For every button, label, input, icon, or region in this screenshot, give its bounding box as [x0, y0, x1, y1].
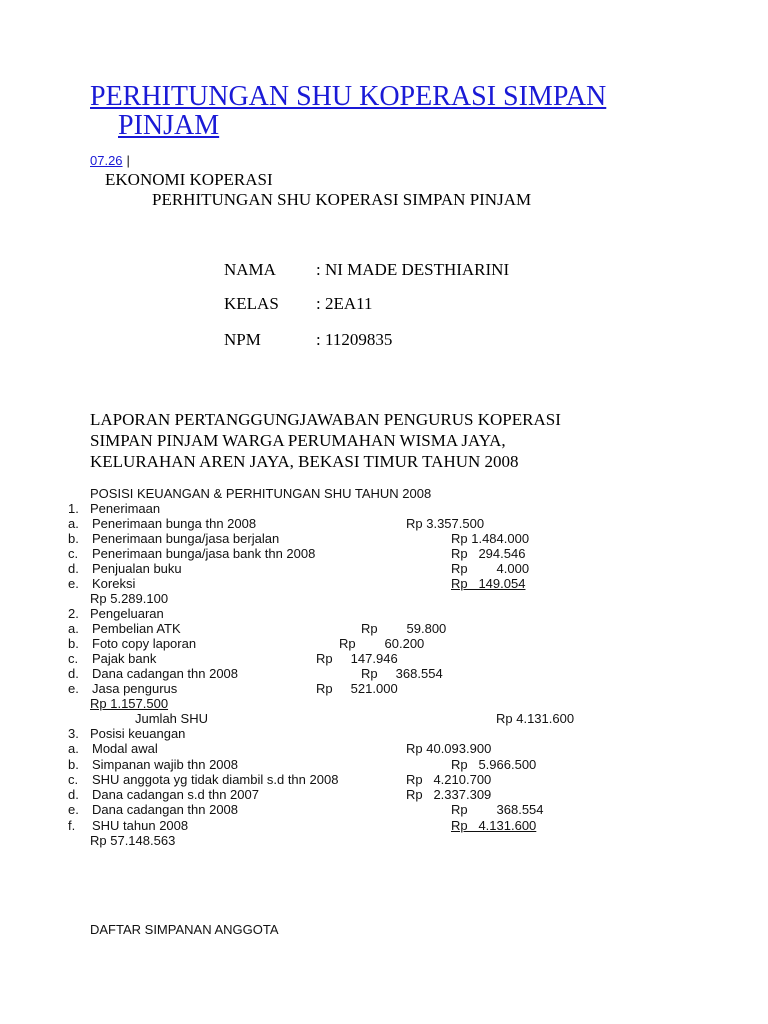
penerimaan-item-d: Penjualan buku: [92, 561, 182, 576]
page-title-cont[interactable]: [118, 109, 219, 142]
jumlah-shu-amount: Rp 4.131.600: [496, 711, 575, 726]
posisi-num: 3.: [68, 726, 79, 741]
penerimaan-letter-c: c.: [68, 546, 79, 561]
pengeluaran-amount-a: Rp 59.800: [361, 621, 447, 636]
pengeluaran-item-a: Pembelian ATK: [92, 621, 181, 636]
pengeluaran-amount-e: Rp 521.000: [316, 681, 398, 696]
pengeluaran-letter-a: a.: [68, 621, 79, 636]
subject-heading: EKONOMI KOPERASI: [105, 170, 273, 189]
post-meta-separator: |: [126, 153, 130, 168]
penerimaan-letter-e: e.: [68, 576, 79, 591]
posisi-letter-c: c.: [68, 772, 79, 787]
posisi-letter-f: f.: [68, 818, 76, 833]
section-title: POSISI KEUANGAN & PERHITUNGAN SHU TAHUN 2008: [90, 486, 432, 501]
posisi-item-a: Modal awal: [92, 741, 158, 756]
penerimaan-label: Penerimaan: [90, 501, 161, 516]
pengeluaran-amount-d: Rp 368.554: [361, 666, 443, 681]
penerimaan-item-e: Koreksi: [92, 576, 136, 591]
post-date-link[interactable]: 07.26: [90, 153, 123, 168]
posisi-total: Rp 57.148.563: [90, 833, 176, 848]
nama-value: : NI MADE DESTHIARINI: [316, 260, 510, 279]
report-heading-line-3: KELURAHAN AREN JAYA, BEKASI TIMUR TAHUN 2008: [90, 452, 519, 471]
daftar-simpanan-heading: DAFTAR SIMPANAN ANGGOTA: [90, 922, 279, 937]
pengeluaran-item-e: Jasa pengurus: [92, 681, 178, 696]
kelas-value: : 2EA11: [316, 294, 373, 313]
penerimaan-item-c: Penerimaan bunga/jasa bank thn 2008: [92, 546, 316, 561]
pengeluaran-num: 2.: [68, 606, 79, 621]
penerimaan-letter-d: d.: [68, 561, 79, 576]
report-heading-line-1: LAPORAN PERTANGGUNGJAWABAN PENGURUS KOPERASI: [90, 410, 561, 429]
posisi-amount-d: Rp 2.337.309: [406, 787, 492, 802]
pengeluaran-letter-c: c.: [68, 651, 79, 666]
posisi-letter-e: e.: [68, 802, 79, 817]
penerimaan-amount-a: Rp 3.357.500: [406, 516, 485, 531]
penerimaan-amount-c: Rp 294.546: [451, 546, 526, 561]
posisi-label: Posisi keuangan: [90, 726, 186, 741]
posisi-letter-a: a.: [68, 741, 79, 756]
pengeluaran-letter-d: d.: [68, 666, 79, 681]
penerimaan-letter-b: b.: [68, 531, 79, 546]
pengeluaran-item-c: Pajak bank: [92, 651, 157, 666]
pengeluaran-item-d: Dana cadangan thn 2008: [92, 666, 239, 681]
page-title-line-1[interactable]: PERHITUNGAN SHU KOPERASI SIMPAN: [90, 81, 607, 112]
npm-label: NPM: [224, 330, 261, 349]
pengeluaran-item-b: Foto copy laporan: [92, 636, 197, 651]
subtitle-heading: PERHITUNGAN SHU KOPERASI SIMPAN PINJAM: [152, 190, 532, 209]
pengeluaran-amount-c: Rp 147.946: [316, 651, 398, 666]
post-meta: [90, 152, 130, 170]
kelas-label: KELAS: [224, 294, 279, 313]
penerimaan-item-a: Penerimaan bunga thn 2008: [92, 516, 257, 531]
posisi-item-b: Simpanan wajib thn 2008: [92, 757, 238, 772]
page-title-line-2[interactable]: PINJAM: [118, 110, 220, 141]
pengeluaran-letter-b: b.: [68, 636, 79, 651]
posisi-item-c: SHU anggota yg tidak diambil s.d thn 2008: [92, 772, 339, 787]
penerimaan-total: Rp 5.289.100: [90, 591, 169, 606]
npm-value: : 11209835: [316, 330, 393, 349]
posisi-amount-b: Rp 5.966.500: [451, 757, 537, 772]
penerimaan-amount-b: Rp 1.484.000: [451, 531, 530, 546]
jumlah-shu-label: Jumlah SHU: [135, 711, 208, 726]
penerimaan-item-b: Penerimaan bunga/jasa berjalan: [92, 531, 280, 546]
penerimaan-letter-a: a.: [68, 516, 79, 531]
posisi-item-f: SHU tahun 2008: [92, 818, 189, 833]
posisi-amount-a: Rp 40.093.900: [406, 741, 492, 756]
report-heading-line-2: SIMPAN PINJAM WARGA PERUMAHAN WISMA JAYA,: [90, 431, 506, 450]
posisi-amount-e: Rp 368.554: [451, 802, 544, 817]
posisi-amount-c: Rp 4.210.700: [406, 772, 492, 787]
posisi-amount-f: Rp 4.131.600: [451, 818, 537, 833]
posisi-item-e: Dana cadangan thn 2008: [92, 802, 239, 817]
pengeluaran-total: Rp 1.157.500: [90, 696, 169, 711]
posisi-item-d: Dana cadangan s.d thn 2007: [92, 787, 259, 802]
posisi-letter-b: b.: [68, 757, 79, 772]
penerimaan-amount-d: Rp 4.000: [451, 561, 530, 576]
pengeluaran-letter-e: e.: [68, 681, 79, 696]
pengeluaran-label: Pengeluaran: [90, 606, 164, 621]
nama-label: NAMA: [224, 260, 276, 279]
posisi-letter-d: d.: [68, 787, 79, 802]
penerimaan-num: 1.: [68, 501, 79, 516]
pengeluaran-amount-b: Rp 60.200: [339, 636, 425, 651]
penerimaan-amount-e: Rp 149.054: [451, 576, 526, 591]
